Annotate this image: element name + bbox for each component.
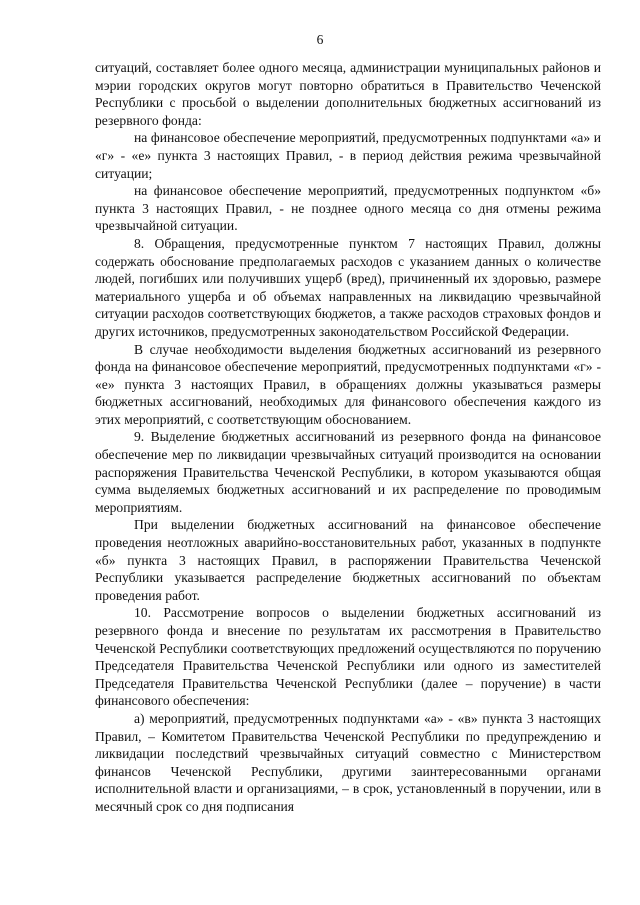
paragraph-subitem-a-g-e: на финансовое обеспечение мероприятий, предусмотренных подпунктами «а» и «г» - «е» пункта 3 настоящих Правил, - в период действия режима чрезвычайной ситуации; xyxy=(95,130,601,181)
paragraph-subitem-b: на финансовое обеспечение мероприятий, предусмотренных подпунктом «б» пункта 3 настоящих Правил, - не позднее одного месяца со дня отмены режима чрезвычайной ситуации. xyxy=(95,183,601,234)
paragraph-continuation: ситуаций, составляет более одного месяца, администрации муниципальных районов и мэрии городских округов могут повторно обратиться в Правительство Чеченской Республики с просьбой о выделении дополнительных бюджетных ассигнований из резервного фонда: xyxy=(95,60,601,128)
paragraph-item-10: 10. Рассмотрение вопросов о выделении бюджетных ассигнований из резервного фонда и внесение по результатам их рассмотрения в Правительство Чеченской Республики соответствующих предложений осуществляются по поручению Председателя Правительства Чеченской Республики или одного из заместителей Председателя Правительства Чеченской Республики (далее – поручение) в части финансового обеспечения: xyxy=(95,605,601,709)
document-body xyxy=(95,59,601,816)
paragraph-item-8: 8. Обращения, предусмотренные пунктом 7 настоящих Правил, должны содержать обоснование предполагаемых расходов с указанием данных о количестве людей, погибших или получивших ущерб (вред), причиненный их здоровью, размере материального ущерба и об объемах направленных на ликвидацию чрезвычайной ситуации расходов соответствующих бюджетов, а также расходов страховых фондов и других источников, предусмотренных законодательством Российской Федерации. xyxy=(95,235,601,339)
paragraph-item-8-addendum: В случае необходимости выделения бюджетных ассигнований из резервного фонда на финансовое обеспечение мероприятий, предусмотренных подпунктами «г» - «е» пункта 3 настоящих Правил, в обращениях должны указываться размеры бюджетных ассигнований, необходимых для финансового обеспечения каждого из этих мероприятий, с соответствующим обоснованием. xyxy=(95,341,601,427)
page-number: 6 xyxy=(316,32,324,47)
paragraph-item-10-a: а) мероприятий, предусмотренных подпунктами «а» - «в» пункта 3 настоящих Правил, – Комитетом Правительства Чеченской Республики по предупреждению и ликвидации последствий чрезвычайных ситуаций совместно с Министерством финансов Чеченской Республики, другими заинтересованными органами исполнительной власти и организациями, – в срок, установленный в поручении, или в месячный срок со дня подписания xyxy=(95,710,601,814)
paragraph-item-9-addendum: При выделении бюджетных ассигнований на финансовое обеспечение проведения неотложных аварийно-восстановительных работ, указанных в подпункте «б» пункта 3 настоящих Правил, в распоряжении Правительства Чеченской Республики указывается распределение бюджетных ассигнований по объектам проведения работ. xyxy=(95,517,601,603)
paragraph-item-9: 9. Выделение бюджетных ассигнований из резервного фонда на финансовое обеспечение мер по ликвидации чрезвычайных ситуаций производится на основании распоряжения Правительства Чеченской Республики, в котором указываются общая сумма выделяемых бюджетных ассигнований и их распределение по проводимым мероприятиям. xyxy=(95,429,601,515)
